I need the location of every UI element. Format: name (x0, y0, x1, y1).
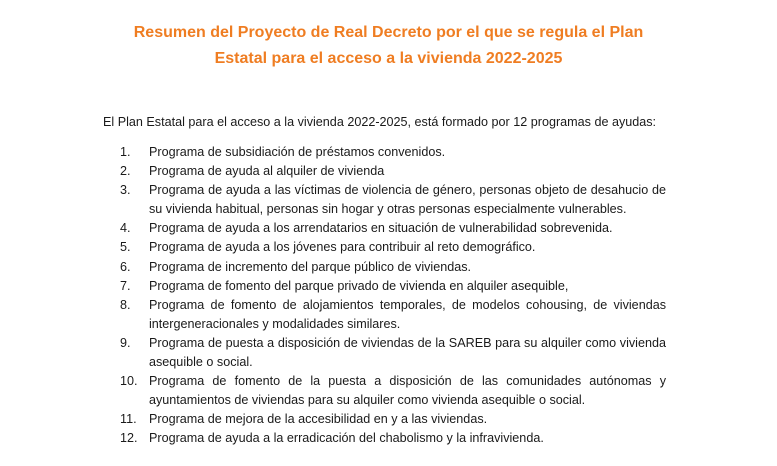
list-item (120, 181, 666, 219)
list-item (120, 334, 666, 372)
item-number: 6. (120, 259, 131, 274)
list-item (120, 162, 666, 181)
list-item (120, 277, 666, 296)
intro-paragraph: El Plan Estatal para el acceso a la vivienda 2022-2025, está formado por 12 programas de ayudas: (103, 115, 657, 129)
item-text: Programa de incremento del parque público de viviendas. (149, 259, 472, 274)
item-number: 1. (120, 145, 131, 159)
item-number: 12. (120, 431, 138, 446)
list-item (120, 410, 666, 429)
title-line-2: Estatal para el acceso a la vivienda 2022-2025 (214, 50, 563, 67)
list-item (120, 258, 666, 277)
item-text: Programa de mejora de la accesibilidad en y a las viviendas. (149, 412, 488, 427)
title-line-1: Resumen del Proyecto de Real Decreto por el que se regula el Plan (133, 24, 644, 41)
list-item (120, 296, 666, 334)
list-item (120, 238, 666, 257)
item-text: Programa de ayuda a los jóvenes para contribuir al reto demográfico. (149, 240, 536, 255)
item-number: 5. (120, 240, 131, 255)
list-item (120, 429, 666, 448)
item-number: 11. (120, 412, 137, 427)
item-text: Programa de subsidiación de préstamos convenidos. (149, 145, 446, 159)
item-number: 10. (120, 374, 138, 389)
list-item (120, 143, 666, 162)
item-text: Programa de fomento de la puesta a disposición de las comunidades autónomas y ayuntamientos de viviendas para su alquiler como vivienda asequible o social. (149, 374, 666, 408)
item-text: Programa de ayuda a los arrendatarios en situación de vulnerabilidad sobrevenida. (149, 221, 613, 236)
item-number: 2. (120, 164, 131, 179)
item-number: 4. (120, 221, 131, 236)
document-title (0, 20, 777, 72)
programs-list (120, 143, 666, 449)
item-number: 3. (120, 183, 131, 198)
list-item (120, 219, 666, 238)
item-number: 8. (120, 297, 131, 312)
item-text: Programa de fomento de alojamientos temporales, de modelos cohousing, de viviendas intergeneracionales y modalidades similares. (149, 297, 666, 331)
item-text: Programa de ayuda a la erradicación del chabolismo y la infravivienda. (149, 431, 544, 446)
item-text: Programa de ayuda a las víctimas de violencia de género, personas objeto de desahucio de su vivienda habitual, personas sin hogar y otras personas especialmente vulnerables. (149, 183, 666, 217)
item-number: 9. (120, 335, 131, 350)
item-text: Programa de ayuda al alquiler de vivienda (149, 164, 385, 179)
list-item (120, 372, 666, 410)
item-text: Programa de fomento del parque privado de vivienda en alquiler asequible, (149, 278, 569, 293)
item-number: 7. (120, 278, 131, 293)
item-text: Programa de puesta a disposición de viviendas de la SAREB para su alquiler como vivienda asequible o social. (149, 335, 666, 370)
